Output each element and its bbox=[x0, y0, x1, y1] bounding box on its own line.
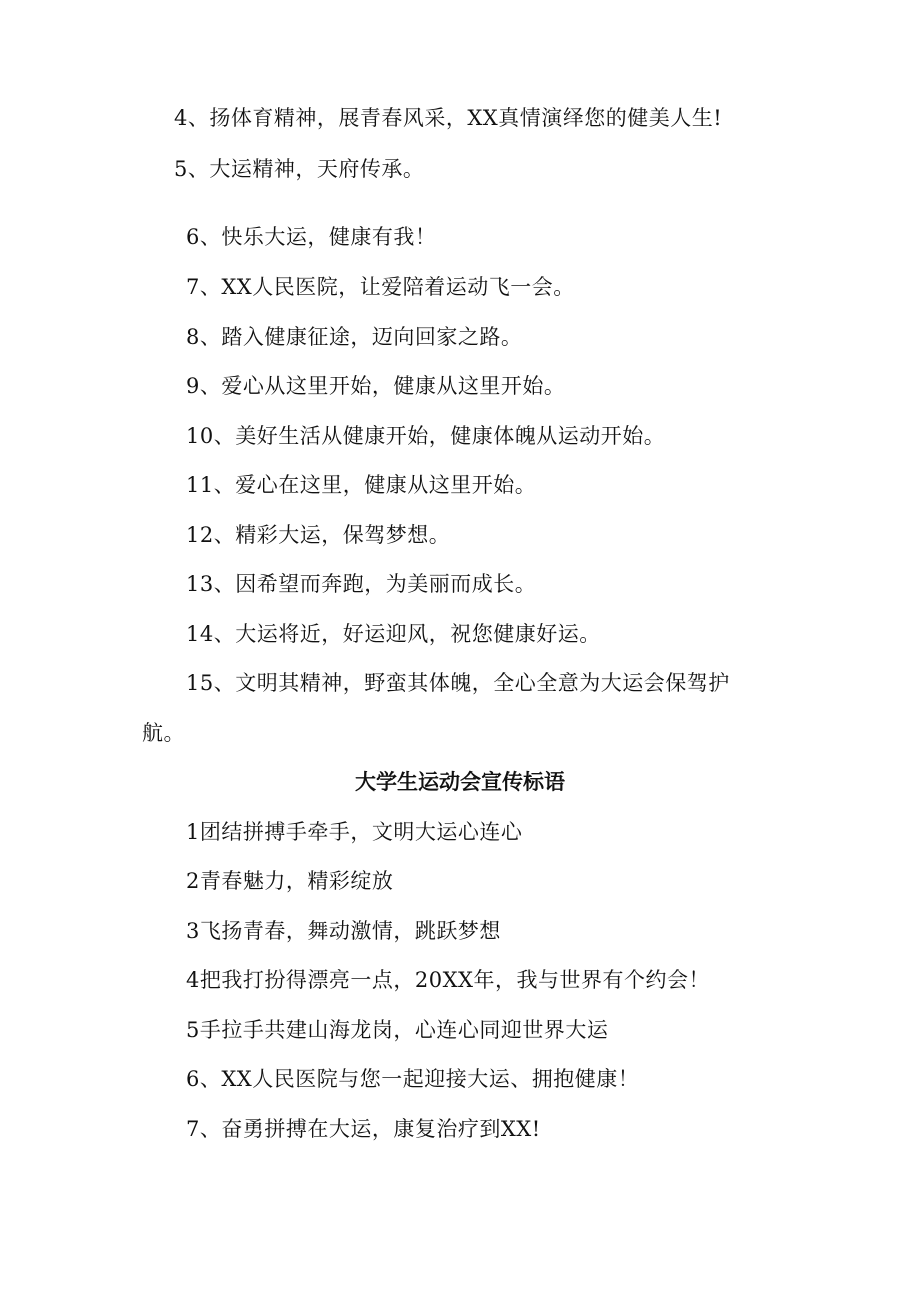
slogan-item: 6、快乐大运，健康有我！ bbox=[186, 225, 437, 249]
slogan-item: 3飞扬青春，舞动激情，跳跃梦想 bbox=[186, 919, 501, 943]
slogan-item: 14、大运将近，好运迎风，祝您健康好运。 bbox=[186, 622, 601, 646]
slogan-item: 9、爱心从这里开始，健康从这里开始。 bbox=[186, 374, 566, 398]
slogan-item: 8、踏入健康征途，迈向回家之路。 bbox=[186, 325, 523, 349]
slogan-item: 4把我打扮得漂亮一点，20XX年，我与世界有个约会！ bbox=[186, 968, 710, 992]
slogan-item-continuation: 航。 bbox=[142, 721, 185, 745]
slogan-item: 5、大运精神，天府传承。 bbox=[174, 157, 425, 181]
slogan-item: 10、美好生活从健康开始，健康体魄从运动开始。 bbox=[186, 424, 666, 448]
section-title: 大学生运动会宣传标语 bbox=[355, 770, 565, 794]
slogan-item: 5手拉手共建山海龙岗，心连心同迎世界大运 bbox=[186, 1018, 609, 1042]
slogan-item: 12、精彩大运，保驾梦想。 bbox=[186, 523, 451, 547]
slogan-item: 7、XX人民医院，让爱陪着运动飞一会。 bbox=[186, 275, 575, 299]
slogan-item: 4、扬体育精神，展青春风采，XX真情演绎您的健美人生! bbox=[174, 106, 723, 130]
slogan-item: 15、文明其精神，野蛮其体魄，全心全意为大运会保驾护 bbox=[186, 671, 730, 695]
slogan-item: 1团结拼搏手牵手，文明大运心连心 bbox=[186, 820, 523, 844]
slogan-item: 13、因希望而奔跑，为美丽而成长。 bbox=[186, 572, 537, 596]
slogan-item: 6、XX人民医院与您一起迎接大运、拥抱健康！ bbox=[186, 1067, 640, 1091]
slogan-item: 2青春魅力，精彩绽放 bbox=[186, 869, 394, 893]
slogan-item: 11、爱心在这里，健康从这里开始。 bbox=[186, 473, 537, 497]
slogan-item: 7、奋勇拼搏在大运，康复治疗到XX! bbox=[186, 1117, 541, 1141]
